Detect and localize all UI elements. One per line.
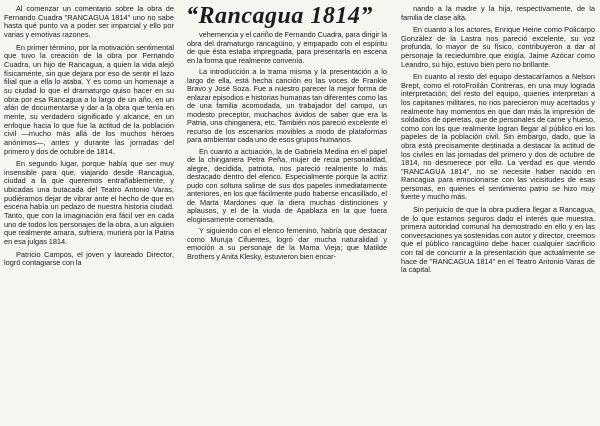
article-column-2 [187, 31, 387, 264]
article-title: “Rancagua 1814” [186, 3, 373, 29]
paragraph: Y siguiendo con el elenco femenino, habría que destacar como Muruja Cifuentes, logró dar mucha naturalidad y emoción a su personaje de la Mama Vieja; que Matilde Brothers y Anita Klesky, estuvieron bien encar- [187, 226, 387, 261]
paragraph: vehemencia y el cariño de Fernando Cuadra, para dirigir la obra del dramaturgo rancagüino, y empapado con el espíritu de que ésta estaba impregnada, para presentarla en escena en la forma que realmente convenía. [187, 30, 387, 65]
paragraph: En cuanto al resto del equipo destacaríamos a Nelson Brept, como el rotoFroilán Contreras, en una muy lograda interpretación; del resto del equipo, quienes interpretan a los capitanes militares, no nos parecieron muy acertados y realmente hay momentos en que dan más la impresión de soldados de operetas, que de personales de carne y hueso, como con los que realmente logran llegar al público en los papeles de la población civil. Sin embargo, dado, que la obra está precisamente destinada a destacar la actitud de los civiles en las jornadas del primero y dos de octubre de 1814, no desmerece por ello. La verdad es que viendo "RANCAGUA 1814", no se necesite haber nacido en Rancagua para emocionarse con las vicisitudes de esas personas, en quienes el sentimiento patrio se hizo muy fuerte y mucho más. [401, 72, 595, 202]
paragraph: En segundo lugar, porque había que ser muy insensible para que, viajando desde Rancagua, ciudad a la que queremos entrañablemente, y ubicadas una butacada del Teatro Antonio Varas, pudiéramos dejar de vibrar ante el hecho de que en escena había un pedazo de nuestra historia ciudad. Tanto, que con la imaginación era fácil ver en cada uno de todos los personajes de la obra, a un alguien que realmente amara, sufriera, muriera por la Patria en esa julgas 1814. [4, 159, 174, 247]
paragraph: En cuanto a actuación, la de Gabriela Medina en el papel de la chinganera Petra Peña, mujer de recia personalidad, alegre, decidida, patriota, nos pareció realmente lo más destacado dentro del elenco. Especialmente porque la actriz pudo con soltura salirse de sus dos papeles inmediatamente anteriores, en los que fácilmente pudo haberse encasillado, el de Marta Mardones que la diera muchas distinciones y aplausos, y el de la viuda de Apablaza en la que fuera elogiosamente comentada. [187, 146, 387, 224]
article-column-1 [4, 5, 174, 272]
paragraph: En primer término, por la motivación sentimental que tuvo la creación de la obra por Fernando Cuadra, un hijo de Rancagua, a quien la vida alejó físicamente, sin que dejara por eso de sentir el lazo filial que a ella lo ataba. Y es como un homenaje a su ciudad lo que el dramaturgo quiso hacer en su obra por esa Rancagua a lo largo de un año, en un afán de documentarse y dar a la obra que tenía en mente, su verdadero significado y alcance, en un enfoque hacia lo que fue la actitud de la población civil —mucho más allá de los muchos héroes anónimos—, antes y durante las jornadas del primero y dos de octubre de 1814. [4, 42, 174, 156]
paragraph: En cuanto a los actores, Enrique Heine como Policarpo González de la Lastra nos pareció excelente, su voz profunda, lo mayor de su físico, contribuyeron a dar al personaje la reciedumbre que exigía. Jaime Azócar como Leandro, su hijo, estuvo bien pero no brillante. [401, 25, 595, 69]
article-column-3 [401, 5, 595, 279]
paragraph: nando a la madre y la hija, respectivamente, de la familia de clase alta. [401, 4, 595, 22]
paragraph: Patricio Campos, el joven y laureado Director, logró contagiarse con la [4, 249, 174, 268]
paragraph: La introducción a la trama misma y la presentación a lo largo de ella, está hecha canción en las voces de Frankie Bravo y José Soza. Fue a nuestro parecer la mejor forma de enlazar episodios e historias humanas tan diferentes como las de una familia acomodada, un trabajador del campo, un modesto preceptor, muchachos ávidos de saber que era la Patria, una chinganera, etc. También nos pareció excelente el recurso de los escenarios movibles a modo de plataformas para ambientar cada uno de esos grupos humanos. [187, 67, 387, 144]
paragraph: Sin perjuicio de que la obra pudiera llegar a Rancagua, de lo que estamos seguros dado el interés que muestra, primera autoridad comunal ha demostrado en ello y en las conversaciones ya sostenidas con autor y director, creemos que el público rancagüino debe hacer cualquier sacrificio con tal de concurrir a la presentación que actualmente se hace de "RANCAGUA 1814" en el Teatro Antonio Varas de la capital. [401, 205, 595, 275]
paragraph: Al comenzar un comentario sobre la obra de Fernando Cuadra "RANCAGUA 1814" uno no sabe hasta qué punto va a poder ser imparcial y ello por varias y emotivas razones. [4, 4, 174, 39]
